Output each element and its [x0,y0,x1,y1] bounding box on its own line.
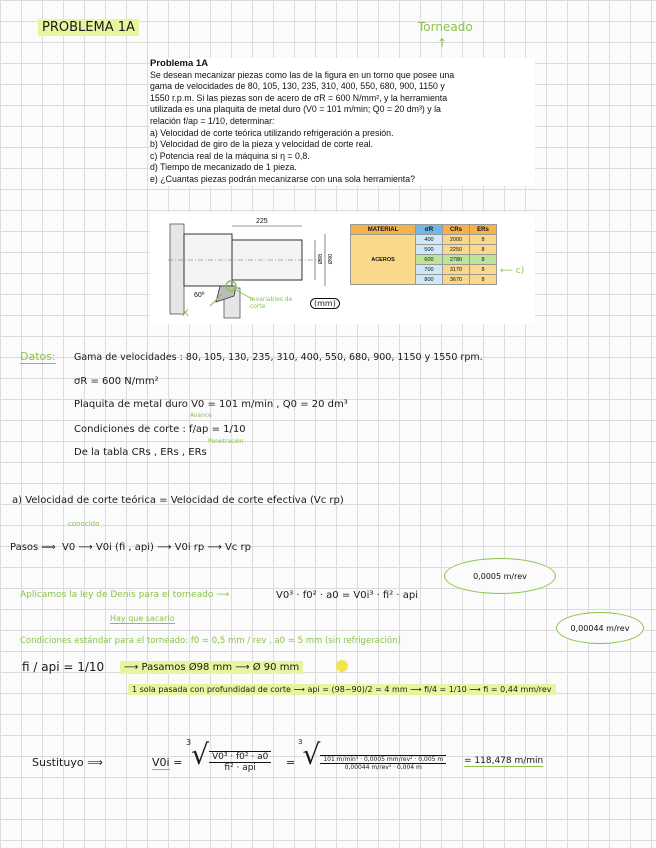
dim-length: 225 [256,218,268,225]
statement-item-a: a) Velocidad de corte teórica utilizando refrigeración a presión. [150,127,394,138]
table-cell: 2250 [443,245,470,255]
figure-panel [150,212,535,324]
table-cell: 400 [416,235,443,245]
highlight-dot [336,660,348,672]
statement-line-4: relación f/ap = 1/10, determinar: [150,115,275,126]
units-label: (mm) [310,298,340,309]
col-ers: ERs [470,225,497,235]
formula-result: = 118,478 m/min [464,756,544,766]
bubble-fi: 0,00044 m/rev [556,612,644,644]
col-crs: CRs [443,225,470,235]
statement-title: Problema 1A [150,58,209,69]
table-cell: 3670 [443,275,470,285]
selected-row-mark: ⟵ c) [500,266,525,276]
pasos-chain: V0 ⟶ V0i (fi , api) ⟶ V0i rp ⟶ Vc rp [62,542,251,553]
part-a-title: a) Velocidad de corte teórica = Velocidad de corte efectiva (Vc rp) [12,495,344,506]
formula-root: 3√ $\frac{\text{V0³ · f0² · a0}}{\text{fi² · api}}$ [186,738,271,773]
aplicamos-line: Aplicamos la ley de Denis para el torneado ⟶ [20,590,230,600]
tag-torneado: Torneado [418,20,473,34]
sustituyo-label: Sustituyo ⟹ [32,756,103,769]
table-cell: 500 [416,245,443,255]
datos-note-avance: Avance [190,412,212,419]
page-heading: PROBLEMA 1A [38,20,139,35]
ratio-line: fi / api = 1/10 [22,660,105,674]
hay-que-sacarlo: Hay que sacarlo [110,614,175,623]
table-cell: 700 [416,265,443,275]
table-row [351,235,497,245]
table-cell: 2000 [443,235,470,245]
datos-line-4: Condiciones de corte : f/ap = 1/10 [74,424,246,435]
ley-denis: V0³ · f0² · a0 = V0i³ · fi² · api [276,590,419,601]
statement-item-d: d) Tiempo de mecanizado de 1 pieza. [150,162,297,173]
statement-item-b: b) Velocidad de giro de la pieza y velocidad de corte real. [150,139,373,150]
table-cell: 8 [470,245,497,255]
x-mark: X [182,308,189,319]
table-cell: 2780 [443,255,470,265]
problem-statement [150,58,535,186]
datos-label: Datos: [20,350,56,363]
col-material: MATERIAL [351,225,416,235]
condiciones-line: Condiciones estándar para el torneado: f0 = 0,5 mm / rev , a0 = 5 mm (sin refrigeración) [20,636,401,646]
note-conocido: conocido [68,520,100,528]
material-name: ACEROS [351,235,416,285]
pasos-label: Pasos ⟹ [10,542,56,553]
table-cell: 600 [416,255,443,265]
material-table [350,224,497,285]
table-cell: 8 [470,265,497,275]
pasamos-line: ⟶ Pasamos Ø98 mm ⟶ Ø 90 mm [120,662,303,673]
angle-label: 60º [194,292,205,299]
statement-line-0: Se desean mecanizar piezas como las de la figura en un torno que posee una [150,69,455,80]
bubble-f0: 0,0005 m/rev [444,558,556,594]
formula-substituted: 3√ $\frac{\text{101 m/min³ · 0,0005 mm/rev² · 0,005 m}}{\text{0,00044 m/rev² · 0,004 m}}$ [298,738,446,771]
statement-item-e: e) ¿Cuantas piezas podrán mecanizarse con una sola herramienta? [150,173,416,184]
datos-line-1: Gama de velocidades : 80, 105, 130, 235, 310, 400, 550, 680, 900, 1150 y 1550 rpm. [74,352,483,363]
table-cell: 3170 [443,265,470,275]
arrow-up-icon: ↑ [437,36,448,50]
table-cell: 8 [470,255,497,265]
statement-line-1: gama de velocidades de 80, 105, 130, 235, 310, 400, 550, 680, 900, 1150 y [150,81,445,92]
table-cell: 8 [470,275,497,285]
datos-line-2: σR = 600 N/mm² [74,376,159,387]
datos-note-penetracion: Penetración [208,438,244,445]
tool-note: Invariables de corte [250,296,293,310]
table-cell: 800 [416,275,443,285]
col-sigma: σR [416,225,443,235]
table-cell: 8 [470,235,497,245]
statement-line-2: 1550 r.p.m. Si las piezas son de acero de σR = 600 N/mm², y la herramienta [150,92,448,103]
dim-d1: Ø98 [318,253,325,265]
chuck [170,224,184,314]
eq-sign: = [286,756,296,769]
statement-line-3: utilizada es una plaquita de metal duro (V0 = 101 m/min; Q0 = 20 dm³) y la [150,104,441,115]
statement-items [150,128,535,186]
statement-item-c: c) Potencia real de la máquina si η = 0,8. [150,150,310,161]
table-header-row [351,225,497,235]
dim-d2: Ø90 [328,253,335,265]
datos-line-5: De la tabla CRs , ERs , ERs [74,447,207,458]
vi-label: V0i = [152,756,183,769]
datos-line-3: Plaquita de metal duro V0 = 101 m/min , Q0 = 20 dm³ [74,399,348,410]
pasada-line: 1 sola pasada con profundidad de corte ⟶ api = (98−90)/2 = 4 mm ⟶ fi/4 = 1/10 ⟶ fi = 0,44 mm/rev [128,685,556,694]
